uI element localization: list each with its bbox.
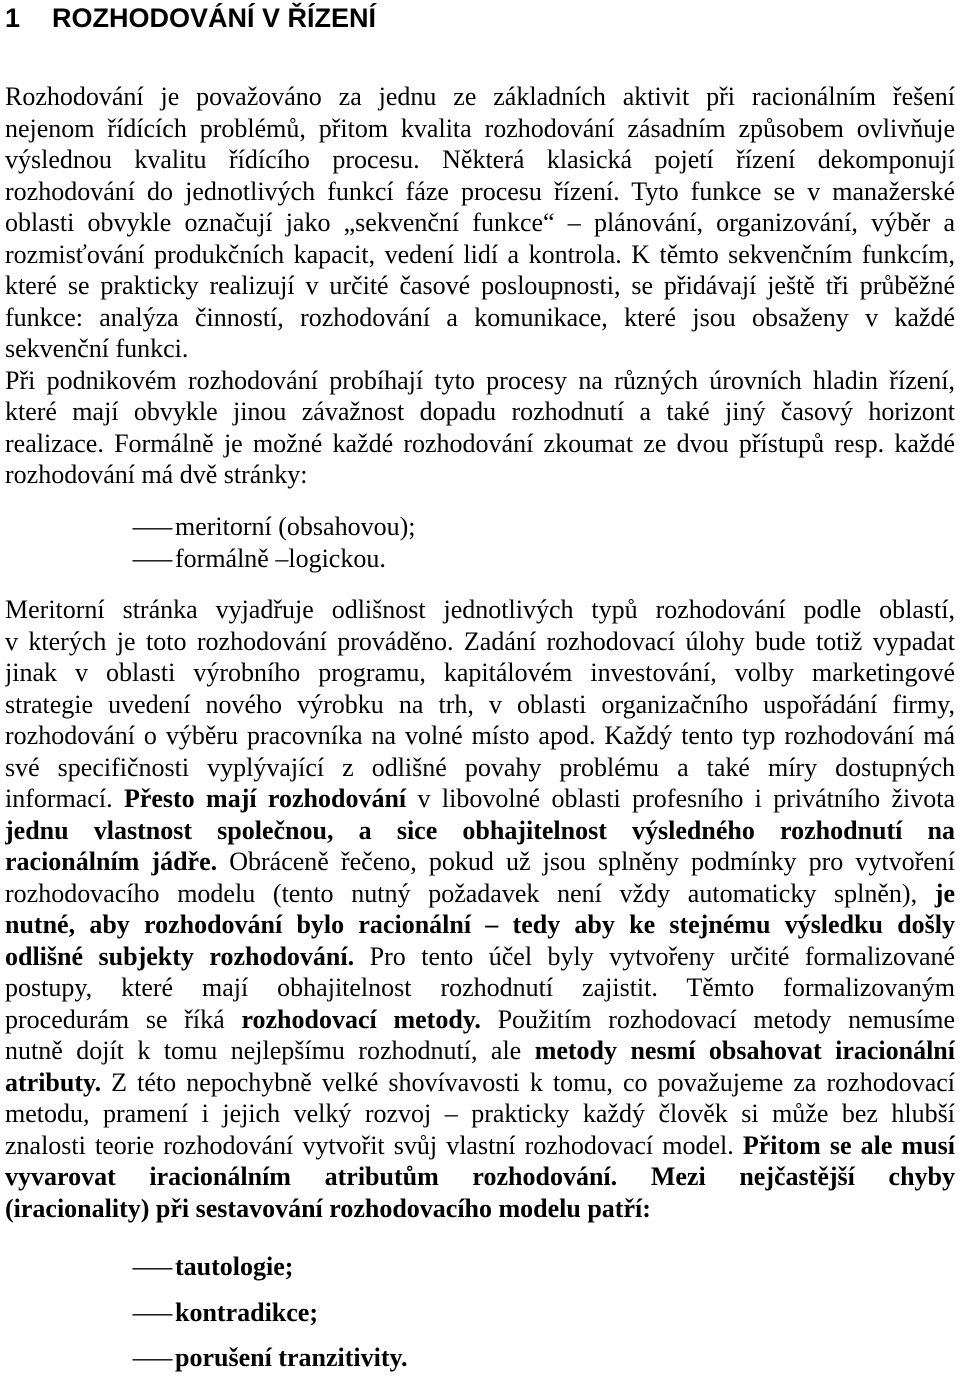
paragraph-line [5,689,955,721]
list-dash-marker: – [133,1343,172,1372]
chapter-title: ROZHODOVÁNÍ V ŘÍZENÍ [52,3,377,33]
list-dash-marker: – [133,512,172,541]
text-segment: Použitím rozhodovací metody nemusíme [497,1004,955,1034]
paragraph-line: které se prakticky realizují v určité časové posloupnosti, se přidávají ještě tři průběžné [5,271,955,300]
bold-text-segment: atributy. [5,1067,102,1097]
paragraph-line: realizace. Formálně je možné každé rozhodování zkoumat ze dvou přístupů resp. každé [5,428,955,458]
paragraph-line [5,972,955,1004]
paragraph-line: výslednou kvalitu řídícího procesu. Některá klasická pojetí řízení dekomponují [5,145,955,174]
chapter-number: 1 [5,3,21,33]
paragraph-line [5,720,955,752]
text-segment: postupy, které mají obhajitelnost rozhodnutí zajistit. Těmto formalizovaným [5,973,955,1002]
paragraph-line: rozhodování do jednotlivých funkcí fáze procesu řízení. Tyto funkce se v manažerské [5,176,955,206]
paragraph-line [5,1098,955,1130]
paragraph-line [5,752,955,784]
paragraph-line [5,657,955,689]
text-segment: Obráceně řečeno, pokud už jsou splněny podmínky pro vytvoření [229,847,955,876]
paragraph-1 [5,81,955,365]
paragraph-line [5,1067,955,1099]
chapter-heading [5,0,955,36]
paragraph-line [5,941,955,973]
list-item [5,511,955,543]
text-segment: Meritorní stránka vyjadřuje odlišnost jednotlivých typů rozhodování podle oblastí, [5,595,955,624]
list-item [5,543,955,575]
bold-text-segment: (iracionality) při sestavování rozhodovacího modelu patří: [5,1193,651,1223]
text-segment: jinak v oblasti výrobního programu, kapitálovém investování, volby marketingové [5,658,955,687]
text-segment: v libovolné oblasti profesního i privátního života [417,784,955,813]
text-segment: nutně dojít k tomu nejlepšímu rozhodnutí, ale [5,1036,522,1065]
list-item-text: meritorní (obsahovou); [175,512,416,541]
paragraph-line [5,846,955,878]
paragraph-line: oblasti obvykle označují jako „sekvenční funkce“ – plánování, organizování, výběr a [5,208,955,237]
paragraph-line [5,1035,955,1067]
list-item [5,1297,955,1329]
bold-text-segment: rozhodovací metody. [241,1004,481,1034]
paragraph-2 [5,365,955,491]
list-item-text: tautologie; [175,1252,294,1281]
bold-text-segment: je [934,878,955,908]
paragraph-line: rozhodování má dvě stránky: [5,460,308,489]
bold-text-segment: metody nesmí obsahovat iracionální [534,1036,955,1065]
paragraph-line [5,878,955,910]
list-item-text: kontradikce; [175,1297,318,1327]
paragraph-line: sekvenční funkci. [5,334,189,363]
bold-text-segment: Přitom se ale musí [742,1130,955,1160]
irrationality-list [5,1251,955,1388]
text-segment: znalosti teorie rozhodování vytvořit svůj vlastní rozhodovací model. [5,1130,734,1160]
text-segment: metodu, pramení i jejich velký rozvoj – prakticky každý člověk si může bez hlubší [5,1099,955,1128]
list-item [5,1342,955,1374]
paragraph-line [5,594,955,626]
paragraph-line: Při podnikovém rozhodování probíhají tyto procesy na různých úrovních hladin řízení, [5,365,955,395]
list-dash-marker: – [133,1297,172,1327]
bold-text-segment: odlišné subjekty rozhodování. [5,941,355,971]
bold-text-segment: jednu vlastnost společnou, a sice obhajitelnost výsledného rozhodnutí na [5,815,955,845]
paragraph-line: které mají obvykle jinou závažnost dopadu rozhodnutí a také jiný časový horizont [5,397,955,426]
bold-text-segment: racionálním jádře. [5,847,218,876]
list-item-text: porušení tranzitivity. [175,1343,408,1372]
text-segment: Z této nepochybně velké shovívavosti k tomu, co považujeme za rozhodovací [111,1067,955,1097]
decision-aspects-list [5,511,955,574]
paragraph-line [5,1161,955,1193]
paragraph-line [5,815,955,847]
list-dash-marker: – [133,543,172,573]
list-item-text: formálně –logickou. [175,543,386,573]
paragraph-line [5,783,955,815]
text-segment: v kterých je toto rozhodování prováděno. Zadání rozhodovací úlohy bude totiž vypadat [5,626,955,656]
list-item [5,1251,955,1283]
bold-text-segment: Přesto mají rozhodování [123,784,407,813]
text-segment: rozhodování o výběru pracovníka na volné místo apod. Každý tento typ rozhodování má [5,721,955,750]
text-segment: strategie uvedení nového výrobku na trh, v oblasti organizačního uspořádání firmy, [5,689,955,719]
paragraph-line: funkce: analýza činností, rozhodování a komunikace, které jsou obsaženy v každé [5,302,955,332]
paragraph-line [5,626,955,658]
bold-text-segment: nutné, aby rozhodování bylo racionální – tedy aby ke stejnému výsledku došly [5,910,955,939]
text-segment: procedurám se říká [5,1004,225,1034]
paragraph-line: rozmisťování produkčních kapacit, vedení lidí a kontrola. K těmto sekvenčním funkcím, [5,239,955,269]
paragraph-line: Rozhodování je považováno za jednu ze základních aktivit při racionálním řešení [5,82,955,111]
text-segment: své specifičnosti vyplývající z odlišné povahy problému a také míry dostupných [5,752,955,782]
list-dash-marker: – [133,1252,172,1281]
text-segment: rozhodovacího modelu (tento nutný požadavek není vždy automaticky splněn), [5,878,918,908]
paragraph-line [5,1193,955,1225]
paragraph-3 [5,594,955,1224]
paragraph-line [5,1130,955,1162]
text-segment: informací. [5,784,113,813]
paragraph-line [5,909,955,941]
paragraph-line: nejenom řídících problémů, přitom kvalita rozhodování zásadním způsobem ovlivňuje [5,113,955,143]
text-segment: Pro tento účel byly vytvořeny určité formalizované [369,941,955,971]
paragraph-line [5,1004,955,1036]
bold-text-segment: vyvarovat iracionálním atributům rozhodování. Mezi nejčastější chyby [5,1162,955,1191]
